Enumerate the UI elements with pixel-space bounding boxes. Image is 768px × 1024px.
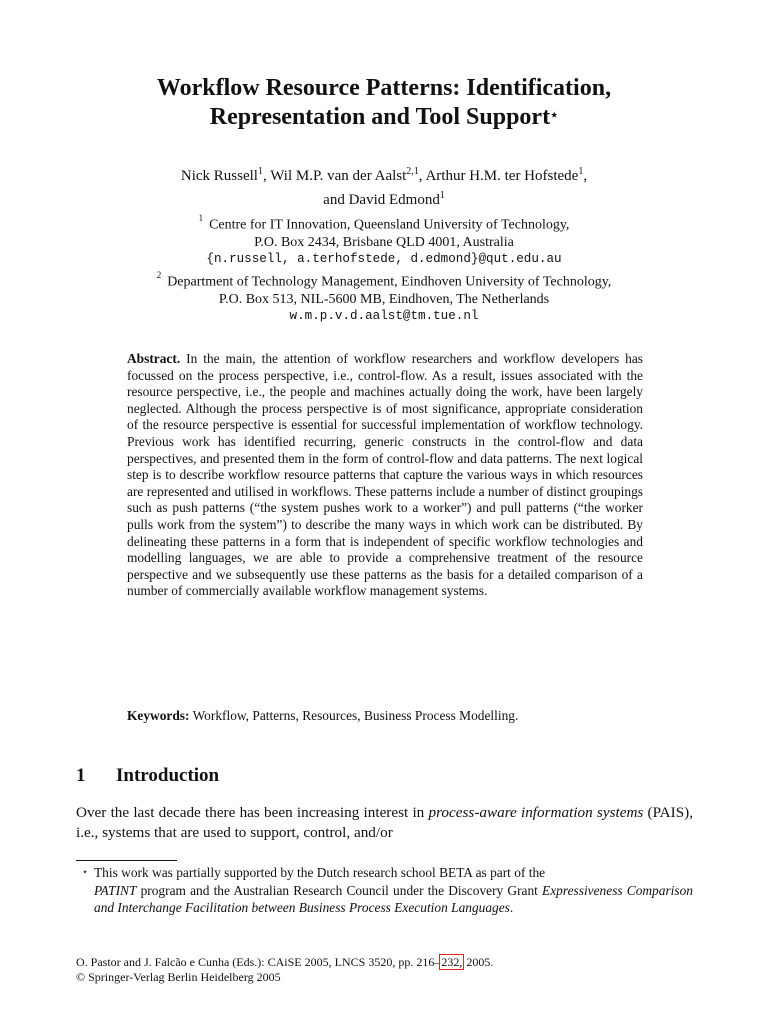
title-line-1: Workflow Resource Patterns: Identification, [156, 75, 612, 101]
affiliation-1-number: 1 [198, 213, 204, 223]
affiliation-1-name: Centre for IT Innovation, Queensland University of Technology, [209, 217, 570, 233]
colophon [76, 955, 493, 984]
affiliation-2-email[interactable]: w.m.p.v.d.aalst@tm.tue.nl [289, 308, 479, 323]
affiliation-1-line-1 [0, 212, 768, 234]
footnote-text-2: program and the Australian Research Council under the Discovery Grant [136, 882, 538, 898]
author-terhofstede: , Arthur H.M. ter Hofstede [418, 168, 579, 184]
keywords-label: Keywords: [127, 708, 190, 723]
title-line-2-text: Representation and Tool Support [209, 104, 551, 130]
footnote-line-1 [76, 864, 693, 882]
section-number: 1 [76, 765, 86, 786]
citation-text: O. Pastor and J. Falcão e Cunha (Eds.): CAiSE 2005, LNCS 3520, pp. 216– [76, 955, 441, 969]
author-line-1 [0, 162, 768, 186]
affiliation-2-line-1 [0, 269, 768, 291]
intro-text-2: (PAIS), i.e., systems that are used to support, control, and/or [76, 804, 693, 841]
abstract [127, 351, 643, 600]
author-line-1-tail: , [583, 168, 588, 184]
author-terhofstede-affil: 1 [578, 166, 584, 177]
affiliation-2-number: 2 [156, 269, 162, 280]
intro-paragraph [76, 803, 693, 843]
title-footnote-mark: ⋆ [550, 107, 559, 122]
keywords-text: Workflow, Patterns, Resources, Business Process Modelling. [192, 708, 519, 723]
section-title: Introduction [116, 765, 220, 786]
affiliation-1-email[interactable]: {n.russell, a.terhofstede, d.edmond}@qut.edu.au [206, 252, 562, 267]
affiliation-2-address: P.O. Box 513, NIL-5600 MB, Eindhoven, The Netherlands [218, 291, 550, 307]
footnote-text-1: This work was partially supported by the Dutch research school BETA as part of the [94, 865, 546, 880]
abstract-label: Abstract. [127, 351, 181, 366]
author-vanderaalst: , Wil M.P. van der Aalst [262, 168, 407, 184]
intro-text-1: Over the last decade there has been increasing interest in [76, 804, 429, 821]
copyright-line: © Springer-Verlag Berlin Heidelberg 2005 [76, 969, 281, 984]
affiliation-1-address: P.O. Box 2434, Brisbane QLD 4001, Australia [254, 234, 514, 250]
author-russell: Nick Russell [180, 168, 258, 184]
page-range-end-link[interactable]: 232, [441, 955, 463, 969]
footnote-text-3: . [509, 900, 514, 915]
section-heading-introduction [76, 764, 219, 788]
citation-line [76, 955, 493, 970]
footnote-grant-title: Expressiveness Comparison and Interchange Facilitation between Business Process Execution Languages [94, 882, 693, 915]
abstract-text: In the main, the attention of workflow researchers and workflow developers has focussed on the process perspective, i.e., control-flow. As a result, issues associated with the resource perspective, i.e., the people and machines actually doing the work, have been largely neglected. Although the process perspective is of most significance, appropriate consideration of the resource perspective is essential for successful implementation of workflow technology. Previous work has identified recurring, generic constructs in the control-flow and data perspectives, and presented them in the form of control-flow and data patterns. The next logical step is to describe workflow resource patterns that capture the various ways in which resources are represented and utilised in workflows. These patterns include a number of distinct groupings such as push patterns (“the system pushes work to a worker”) and pull patterns (“the worker pulls work from the system”) to describe the many ways in which work can be distributed. By delineating these patterns in a form that is independent of specific workflow technologies and modelling languages, we are able to provide a comprehensive treatment of the resource perspective and we subsequently use these patterns as the basis for a detailed comparison of a number of commercially available workflow management systems. [127, 351, 643, 599]
intro-italic-term: process-aware information systems [428, 804, 644, 821]
footnote-body [76, 882, 693, 917]
footnote-program-name: PATINT [94, 882, 137, 898]
footnote-mark: ⋆ [81, 867, 89, 878]
keywords [127, 708, 643, 725]
paper-title [0, 74, 768, 132]
author-list [0, 162, 768, 210]
author-line-2 [0, 186, 768, 210]
affiliation-2-name: Department of Technology Management, Eindhoven University of Technology, [167, 274, 612, 290]
title-line-2 [0, 103, 768, 132]
author-russell-affil: 1 [257, 166, 263, 177]
author-edmond-affil: 1 [439, 190, 445, 201]
author-edmond: and David Edmond [323, 192, 440, 208]
affiliations [0, 212, 768, 325]
footnote [76, 864, 693, 917]
author-vanderaalst-affil: 2,1 [406, 166, 419, 177]
footnote-rule [76, 860, 177, 861]
citation-year: 2005. [463, 955, 494, 969]
